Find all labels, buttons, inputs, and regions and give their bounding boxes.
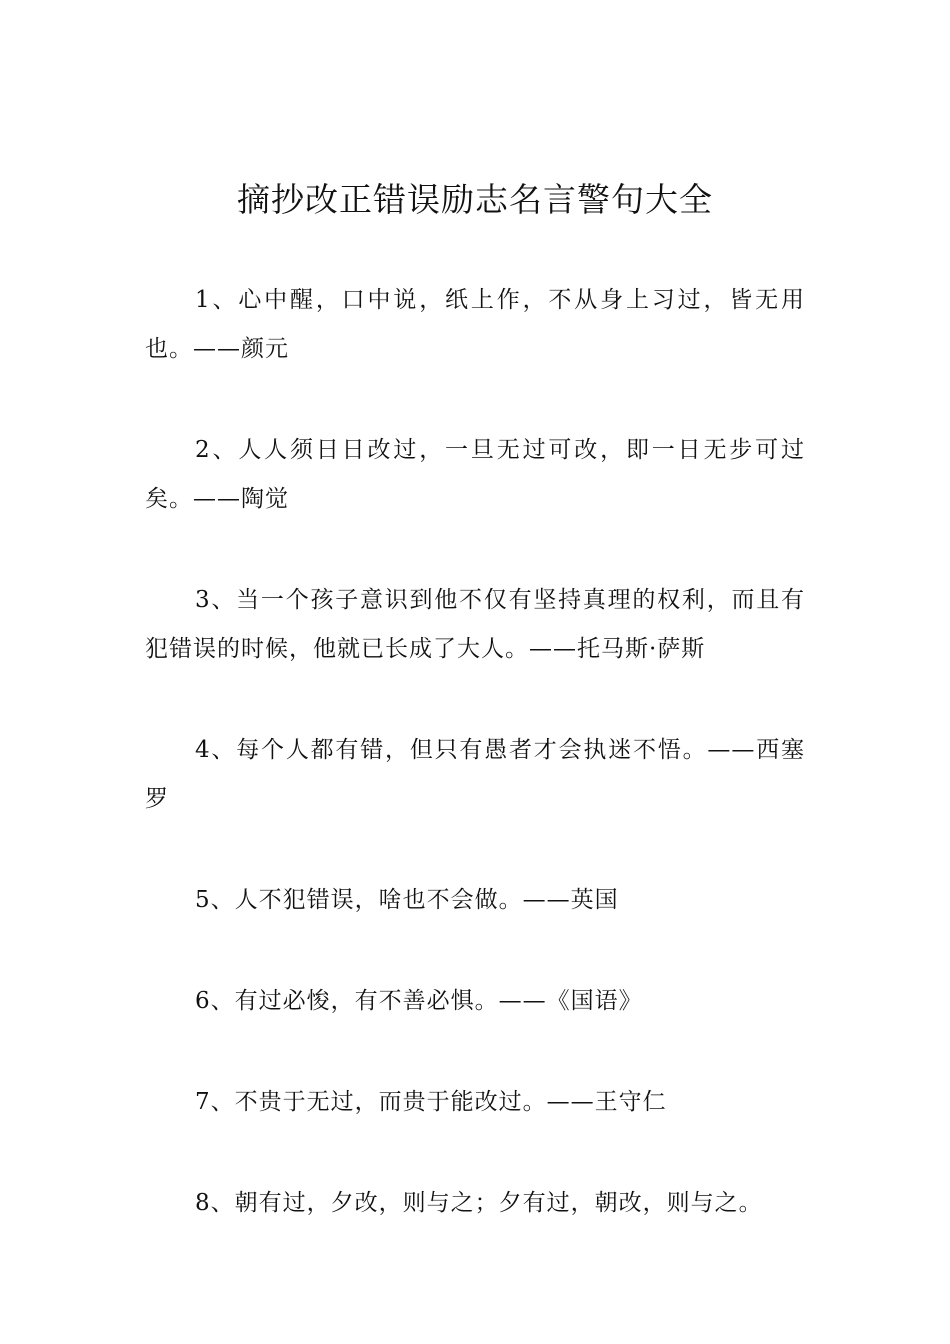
quote-paragraph-6: 6、有过必悛，有不善必惧。——《国语》 (195, 988, 643, 1014)
quote-paragraph-8: 8、朝有过，夕改，则与之；夕有过，朝改，则与之。 (195, 1190, 763, 1216)
quote-paragraph-3: 3、当一个孩子意识到他不仅有坚持真理的权利，而且有犯错误的时候，他就已长成了大人。——托马斯·萨斯 (145, 587, 805, 662)
quote-paragraph-1: 1、心中醒，口中说，纸上作，不从身上习过，皆无用也。——颜元 (145, 287, 805, 362)
document-title: 摘抄改正错误励志名言警句大全 (237, 180, 713, 219)
quote-paragraph-7: 7、不贵于无过，而贵于能改过。——王守仁 (195, 1089, 667, 1115)
document-body (145, 276, 805, 1280)
quote-paragraph-4: 4、每个人都有错，但只有愚者才会执迷不悟。——西塞罗 (145, 737, 805, 812)
quote-paragraph-5: 5、人不犯错误，啥也不会做。——英国 (195, 887, 619, 913)
quote-paragraph-2: 2、人人须日日改过，一旦无过可改，即一日无步可过矣。——陶觉 (145, 437, 805, 512)
